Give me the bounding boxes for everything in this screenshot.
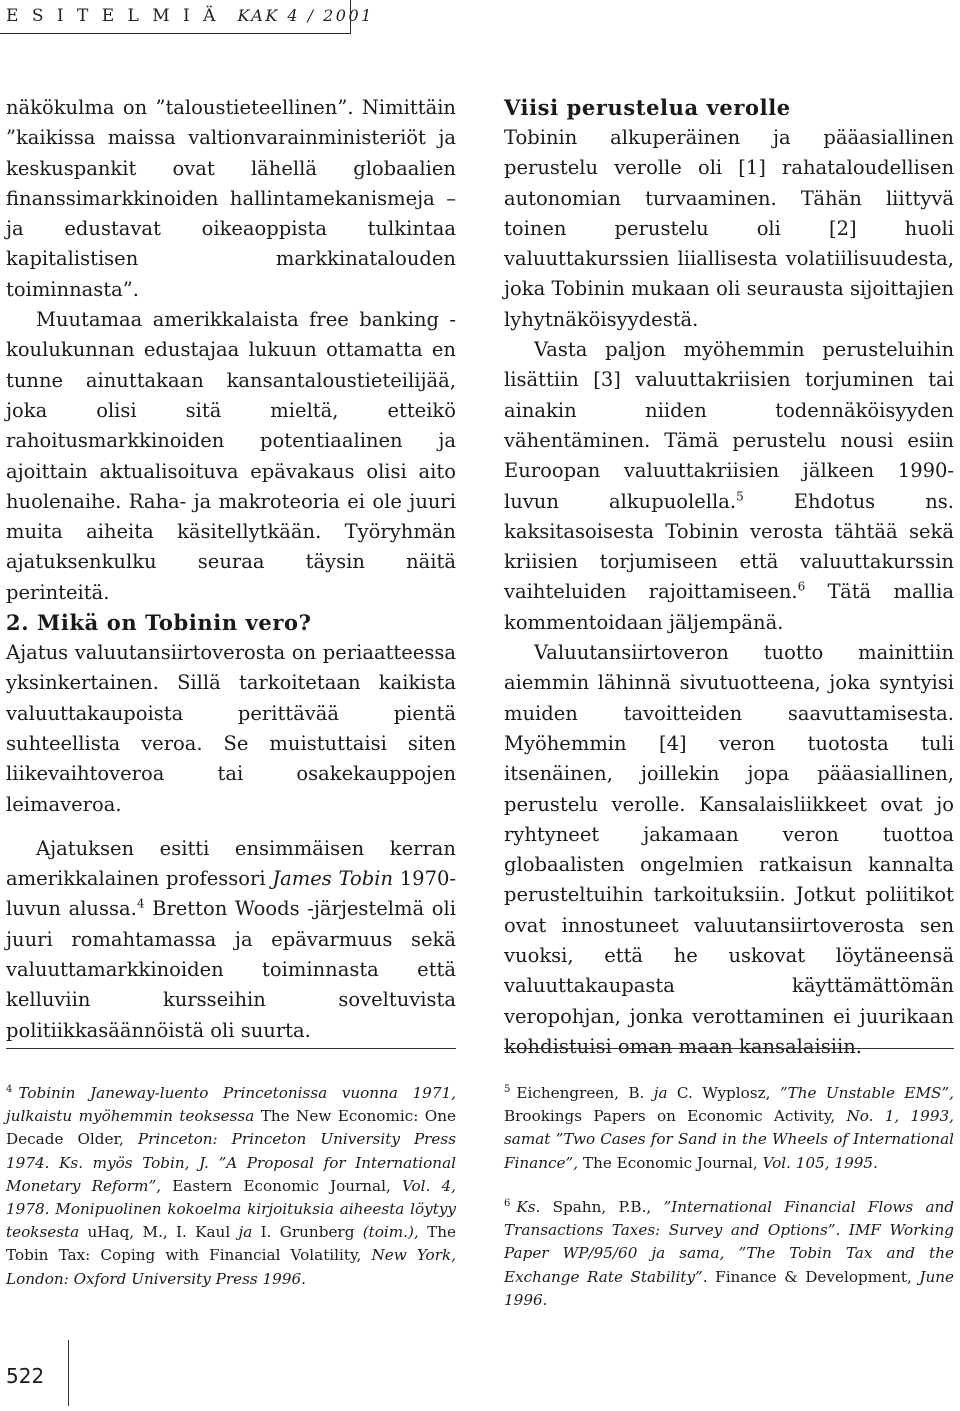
footnote-ref: 5: [736, 489, 744, 504]
footnote-6: $^6$ Ks. Spahn, P.B., ”International Financial Flows and Transactions Taxes: Survey and Options”. IMF Working Paper WP/95/60 ja sama, ”The Tobin Tax and the Exchange Rate Stability”. Finance & Development, June 1996.: [504, 1197, 954, 1309]
page-number: 522: [6, 1364, 45, 1388]
paragraph: näkökulma on ”taloustieteellinen”. Nimittäin ”kaikissa maissa valtionvarainministeriöt ja keskuspankit ovat lähellä globaalien finanssimarkkinoiden hallintamekanismeja – ja edustavat oikeaoppista tulkintaa kapitalistisen markkinatalouden toiminnasta”.: [6, 96, 456, 301]
footnote-divider: [6, 1048, 456, 1049]
footnote-divider: [504, 1048, 954, 1049]
footnote-4: $^4$ Tobinin Janeway-luento Princetonissa vuonna 1971, julkaistu myöhemmin teoksessa The New Economic: One Decade Older, Princeton: Princeton University Press 1974. Ks. myös Tobin, J. ”A Proposal for International Monetary Reform”, Eastern Economic Journal, Vol. 4, 1978. Monipuolinen kokoelma kirjoituksia aiheesta löytyy teoksesta uHaq, M., I. Kaul ja I. Grunberg (toim.), The Tobin Tax: Coping with Financial Volatility, New York, London: Oxford University Press 1996.: [6, 1083, 456, 1288]
footnote-ref: 6: [797, 579, 806, 594]
journal-issue: KAK 4 / 2001: [237, 6, 374, 25]
section-heading: 2. Mikä on Tobinin vero?: [6, 610, 312, 636]
running-header: [0, 0, 374, 34]
footnote-number: 4: [6, 1083, 13, 1095]
paragraph: Ajatuksen esitti ensimmäisen kerran amerikkalainen professori James Tobin 1970-luvun alussa.$^4$ Bretton Woods -järjestelmä oli juuri romahtamassa ja epävarmuus sekä valuuttamarkkinoiden toiminnasta että kelluviin kursseihin soveltuvista politiikkasäännöistä oli suurta.: [6, 836, 456, 1042]
right-column: [504, 93, 954, 1062]
header-text: [6, 6, 374, 26]
footnote-ref: 4: [136, 896, 145, 911]
paragraph: Valuutansiirtoveron tuotto mainittiin aiemmin lähinnä sivutuotteena, joka syntyisi muiden tavoitteiden saavuttamisesta. Myöhemmin [4] veron tuotosta tuli itsenäinen, joillekin jopa pääasiallinen, perustelu verolle. Kansalaisliikkeet ovat jo ryhtyneet jakamaan veron tuottoa globaalisten ongelmien ratkaisun kannalta perusteltuihin tarkoituksiin. Jotkut poliitikot ovat innostuneet valuutansiirtoverosta sen vuoksi, että he uskovat löytäneensä valuuttakaupasta käyttämättömän veropohjan, jonka verottaminen ei juurikaan kohdistuisi oman maan kansalaisiin.: [504, 641, 954, 1058]
footnote-number: 5: [504, 1083, 511, 1095]
section-heading: Viisi perustelua verolle: [504, 95, 791, 120]
footnote-5: $^5$ Eichengreen, B. ja C. Wyplosz, ”The Unstable EMS”, Brookings Papers on Economic Activity, No. 1, 1993, samat ”Two Cases for Sand in the Wheels of International Finance”, The Economic Journal, Vol. 105, 1995.: [504, 1083, 955, 1172]
paragraph: Tobinin alkuperäinen ja pääasiallinen perustelu verolle oli [1] rahataloudellisen autonomian turvaaminen. Tähän liittyvä toinen perustelu oli [2] huoli valuuttakurssien liiallisesta volatiilisuudesta, joka Tobinin mukaan oli seurausta sijoittajien lyhytnäköisyydestä.: [504, 126, 954, 331]
footnote-number: 6: [504, 1197, 511, 1209]
paragraph: Ajatus valuutansiirtoverosta on periaatteessa yksinkertainen. Sillä tarkoitetaan kaikista valuuttakaupoista perittävää pientä suhteellista veroa. Se muistuttaisi siten liikevaihtoveroa tai osakekauppojen leimaveroa.: [6, 641, 456, 816]
paragraph: Muutamaa amerikkalaista free banking -koulukunnan edustajaa lukuun ottamatta en tunne ainuttakaan kansantaloustieteilijää, joka olisi sitä mieltä, etteikö rahoitusmarkkinoiden potentiaalinen ja ajoittain aktualisoituva epävakaus olisi aito huolenaihe. Raha- ja makroteoria ei ole juuri muita aiheita käsitellytkään. Työryhmän ajatuksenkulku seuraa täysin näitä perinteitä.: [6, 308, 456, 604]
person-name: James Tobin: [272, 867, 394, 891]
page-number-divider: [68, 1340, 69, 1406]
left-column: [6, 93, 456, 1046]
paragraph: Vasta paljon myöhemmin perusteluihin lisättiin [3] valuuttakriisien torjuminen tai ainakin niiden todennäköisyyden vähentäminen. Tämä perustelu nousi esiin Euroopan valuuttakriisien jälkeen 1990-luvun alkupuolella.$^5$ Ehdotus ns. kaksitasoisesta Tobinin verosta tähtää sekä kriisien torjumiseen että valuuttakurssin vaihteluiden rajoittamiseen.$^6$ Tätä mallia kommentoidaan jäljempänä.: [504, 338, 954, 634]
section-title: E S I T E L M I Ä: [6, 6, 220, 26]
